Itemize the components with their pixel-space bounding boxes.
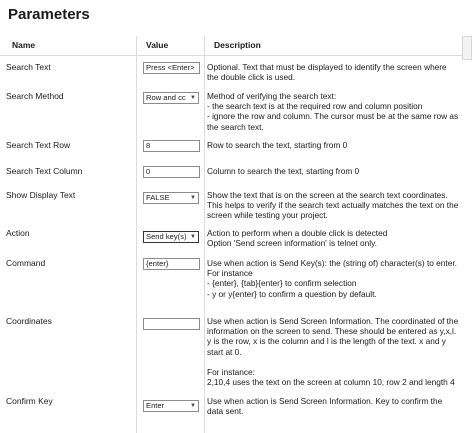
chevron-down-icon: ▼	[190, 95, 196, 101]
chevron-down-icon: ▼	[190, 403, 196, 409]
parameter-description: Show the text that is on the screen at the search text coordinates. This helps to verify if the search text actually matches the text on the screen while testing your project.	[207, 190, 459, 221]
header-divider	[0, 55, 462, 56]
column-header-name: Name	[12, 40, 36, 50]
chevron-down-icon: ▼	[190, 195, 196, 201]
parameter-name: Action	[6, 228, 30, 238]
select-value: Enter	[146, 401, 165, 410]
parameter-name: Search Text	[6, 62, 51, 72]
search-text-row-input[interactable]: 8	[143, 140, 200, 152]
coordinates-input[interactable]	[143, 318, 200, 330]
parameter-description: Method of verifying the search text: - the search text is at the required row and column position - ignore the row and column. The cursor must be at the same row as the search text.	[207, 91, 459, 132]
confirm-key-select[interactable]	[143, 400, 199, 412]
action-select[interactable]	[143, 231, 199, 243]
parameter-name: Command	[6, 258, 46, 268]
parameter-description: Use when action is Send Screen Information. Key to confirm the data sent.	[207, 396, 443, 417]
parameter-description: Use when action is Send Screen Information. The coordinated of the information on the screen to send. These should be entered as y,x,l. y is the row, x is the column and l is the length of the text. x and y start at 0. For instance: 2,10,4 uses the text on the screen at column 10, row 2 and length 4	[207, 316, 459, 388]
command-input[interactable]: {enter}	[143, 258, 200, 270]
parameter-name: Show Display Text	[6, 190, 76, 200]
scrollbar[interactable]	[462, 36, 472, 60]
parameter-name: Coordinates	[6, 316, 52, 326]
show-display-text-select[interactable]	[143, 192, 199, 204]
parameter-description: Optional. Text that must be displayed to identify the screen where the double click is used.	[207, 62, 447, 83]
column-header-description: Description	[214, 40, 261, 50]
parameter-name: Confirm Key	[6, 396, 53, 406]
parameter-name: Search Text Column	[6, 166, 83, 176]
page-title: Parameters	[8, 6, 90, 23]
chevron-down-icon: ▼	[190, 234, 196, 240]
parameter-description: Action to perform when a double click is detected Option 'Send screen information' is telnet only.	[207, 228, 388, 249]
parameter-description: Column to search the text, starting from 0	[207, 166, 360, 176]
parameter-description: Use when action is Send Key(s): the (string of) character(s) to enter. For instance - {enter}, {tab}{enter} to confirm selection - y or y{enter} to confirm a question by default.	[207, 258, 457, 299]
search-text-column-input[interactable]: 0	[143, 166, 200, 178]
parameter-name: Search Text Row	[6, 140, 71, 150]
parameter-description: Row to search the text, starting from 0	[207, 140, 348, 150]
select-value: Row and cc	[146, 93, 186, 102]
search-method-select[interactable]	[143, 92, 199, 104]
column-header-value: Value	[146, 40, 169, 50]
select-value: FALSE	[146, 193, 170, 202]
select-value: Send key(s)	[146, 232, 187, 241]
parameter-name: Search Method	[6, 91, 64, 101]
column-divider	[136, 36, 137, 433]
column-divider	[204, 36, 205, 433]
search-text-input[interactable]: Press <Enter>	[143, 62, 200, 74]
